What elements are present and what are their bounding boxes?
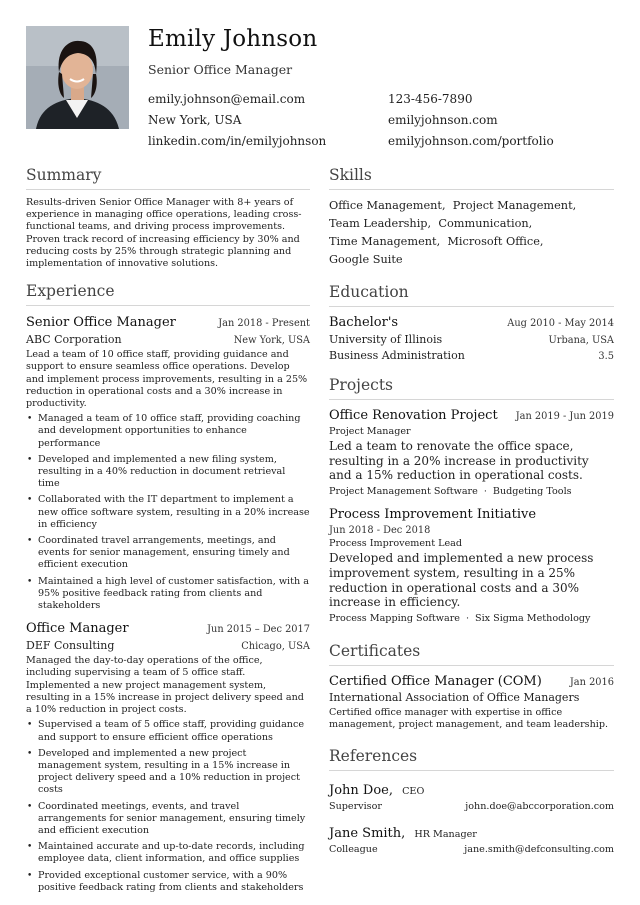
skills-section [329, 166, 614, 269]
tool-item: Process Mapping Software [329, 612, 460, 624]
summary-section [26, 166, 310, 270]
tool-item: Budgeting Tools [492, 486, 572, 498]
job-title: Senior Office Manager [26, 315, 176, 331]
person-portrait-icon [26, 26, 129, 129]
list-item: • Developed and implemented a new project management system, resulting in a 15% increase in project delivery speed and a 10% reduction in project costs [26, 748, 310, 797]
reference-relation: Supervisor [329, 801, 382, 813]
references-section [329, 747, 614, 855]
summary-heading: Summary [26, 166, 310, 190]
project-date: Jan 2019 - Jun 2019 [515, 411, 614, 422]
job-entry [26, 621, 310, 894]
education-heading: Education [329, 283, 614, 307]
reference-role: CEO [402, 786, 425, 798]
list-item: • Maintained a high level of customer satisfaction, with a 95% positive feedback rating from clients and stakeholders [26, 576, 310, 613]
list-item: • Managed a team of 10 office staff, providing coaching and development opportunities to enhance performance [26, 413, 310, 450]
job-company: ABC Corporation [26, 333, 122, 347]
skill-item: Office Management, [329, 199, 446, 212]
contact-website[interactable]: emilyjohnson.com [388, 113, 498, 127]
job-location: New York, USA [233, 335, 310, 347]
list-item: • Collaborated with the IT department to implement a new office software system, resulting in a 20% increase in efficiency [26, 494, 310, 531]
reference-email[interactable]: john.doe@abccorporation.com [465, 801, 614, 813]
skills-heading: Skills [329, 166, 614, 190]
reference-entry [329, 779, 614, 812]
projects-heading: Projects [329, 376, 614, 400]
certificates-heading: Certificates [329, 642, 614, 666]
contact-email[interactable]: emily.johnson@email.com [148, 92, 306, 106]
project-description: Developed and implemented a new process improvement system, resulting in a 25% reduction in operational costs and a 30% increase in efficiency. [329, 551, 594, 610]
job-bullets [26, 413, 310, 612]
education-section [329, 283, 614, 362]
job-date: Jun 2015 – Dec 2017 [207, 624, 310, 636]
skill-item: Google Suite [329, 253, 403, 266]
project-date: Jun 2018 - Dec 2018 [329, 525, 431, 537]
candidate-name: Emily Johnson [148, 26, 318, 52]
certificate-date: Jan 2016 [569, 676, 614, 688]
job-date: Jan 2018 - Present [218, 318, 310, 330]
references-heading: References [329, 747, 614, 771]
left-column [26, 166, 310, 898]
reference-name: Jane Smith, [329, 826, 406, 842]
certificate-title: Certified Office Manager (COM) [329, 673, 542, 689]
skills-list [329, 197, 614, 269]
project-title: Office Renovation Project [329, 408, 498, 423]
project-role: Process Improvement Lead [329, 538, 463, 550]
job-entry [26, 315, 310, 612]
certificate-description: Certified office manager with expertise in office management, project management, and team leadership. [329, 706, 609, 731]
list-item: • Provided exceptional customer service, with a 90% positive feedback rating from clients and stakeholders [26, 870, 310, 894]
skill-item: Project Management, [452, 199, 577, 212]
job-title: Office Manager [26, 621, 129, 637]
job-bullets [26, 719, 310, 894]
project-tools: Process Mapping Software · Six Sigma Methodology [329, 612, 591, 624]
project-entry [329, 507, 614, 624]
right-column [329, 166, 614, 855]
experience-section [26, 282, 310, 894]
summary-text: Results-driven Senior Office Manager with 8+ years of experience in managing office operations, leading cross-functional teams, and driving process improvements. Proven track record of increasing efficiency by 30% and reducing costs by 25% through strategic planning and implementation of innovative solutions. [26, 197, 302, 270]
contact-location: New York, USA [148, 113, 242, 127]
job-location: Chicago, USA [241, 641, 310, 653]
project-description: Led a team to renovate the office space, resulting in a 20% increase in productivity and a 15% reduction in operational costs. [329, 439, 589, 483]
list-item: • Maintained accurate and up-to-date records, including employee data, client information, and office supplies [26, 841, 310, 865]
list-item: • Coordinated meetings, events, and travel arrangements for senior management, ensuring timely and efficient execution [26, 801, 310, 838]
edu-date: Aug 2010 - May 2014 [507, 318, 614, 329]
reference-entry [329, 822, 614, 855]
edu-location: Urbana, USA [548, 335, 614, 346]
skill-item: Microsoft Office, [447, 235, 544, 248]
reference-relation: Colleague [329, 844, 378, 856]
tool-item: Six Sigma Methodology [475, 612, 591, 624]
list-item: • Coordinated travel arrangements, meetings, and events for senior management, ensuring timely and efficient execution [26, 535, 310, 572]
candidate-title: Senior Office Manager [148, 62, 293, 77]
experience-heading: Experience [26, 282, 310, 306]
reference-email[interactable]: jane.smith@defconsulting.com [464, 844, 614, 856]
list-item: • Supervised a team of 5 office staff, providing guidance and support to ensure efficient office operations [26, 719, 310, 743]
contact-portfolio[interactable]: emilyjohnson.com/portfolio [388, 134, 554, 148]
list-item: • Developed and implemented a new filing system, resulting in a 40% reduction in document retrieval time [26, 454, 310, 491]
reference-name: John Doe, [329, 783, 393, 799]
job-description: Lead a team of 10 office staff, providing guidance and support to ensure seamless office operations. Develop and implement process improvements, resulting in a 25% reduction in operational costs and a 30% increase in productivity. [26, 349, 308, 410]
profile-photo [26, 26, 129, 129]
project-role: Project Manager [329, 426, 411, 437]
project-title: Process Improvement Initiative [329, 507, 537, 523]
skill-item: Time Management, [329, 235, 441, 248]
skill-item: Team Leadership, [329, 217, 432, 230]
edu-field: Business Administration [329, 349, 465, 362]
edu-school: University of Illinois [329, 333, 443, 346]
contact-linkedin[interactable]: linkedin.com/in/emilyjohnson [148, 134, 327, 148]
projects-section [329, 376, 614, 624]
project-tools: Project Management Software · Budgeting Tools [329, 486, 572, 498]
certificates-section [329, 642, 614, 731]
contact-phone[interactable]: 123-456-7890 [388, 92, 473, 106]
job-company: DEF Consulting [26, 639, 115, 653]
job-description: Managed the day-to-day operations of the office, including supervising a team of 5 office staff. Implemented a new project management system, resulting in a 15% increase in project delivery speed and a 10% reduction in project costs. [26, 655, 304, 716]
edu-degree: Bachelor's [329, 315, 399, 330]
project-entry [329, 408, 614, 497]
tool-item: Project Management Software [329, 486, 478, 498]
skill-item: Communication, [438, 217, 533, 230]
reference-role: HR Manager [414, 829, 477, 841]
edu-gpa: 3.5 [598, 351, 614, 362]
certificate-org: International Association of Office Managers [329, 690, 580, 704]
